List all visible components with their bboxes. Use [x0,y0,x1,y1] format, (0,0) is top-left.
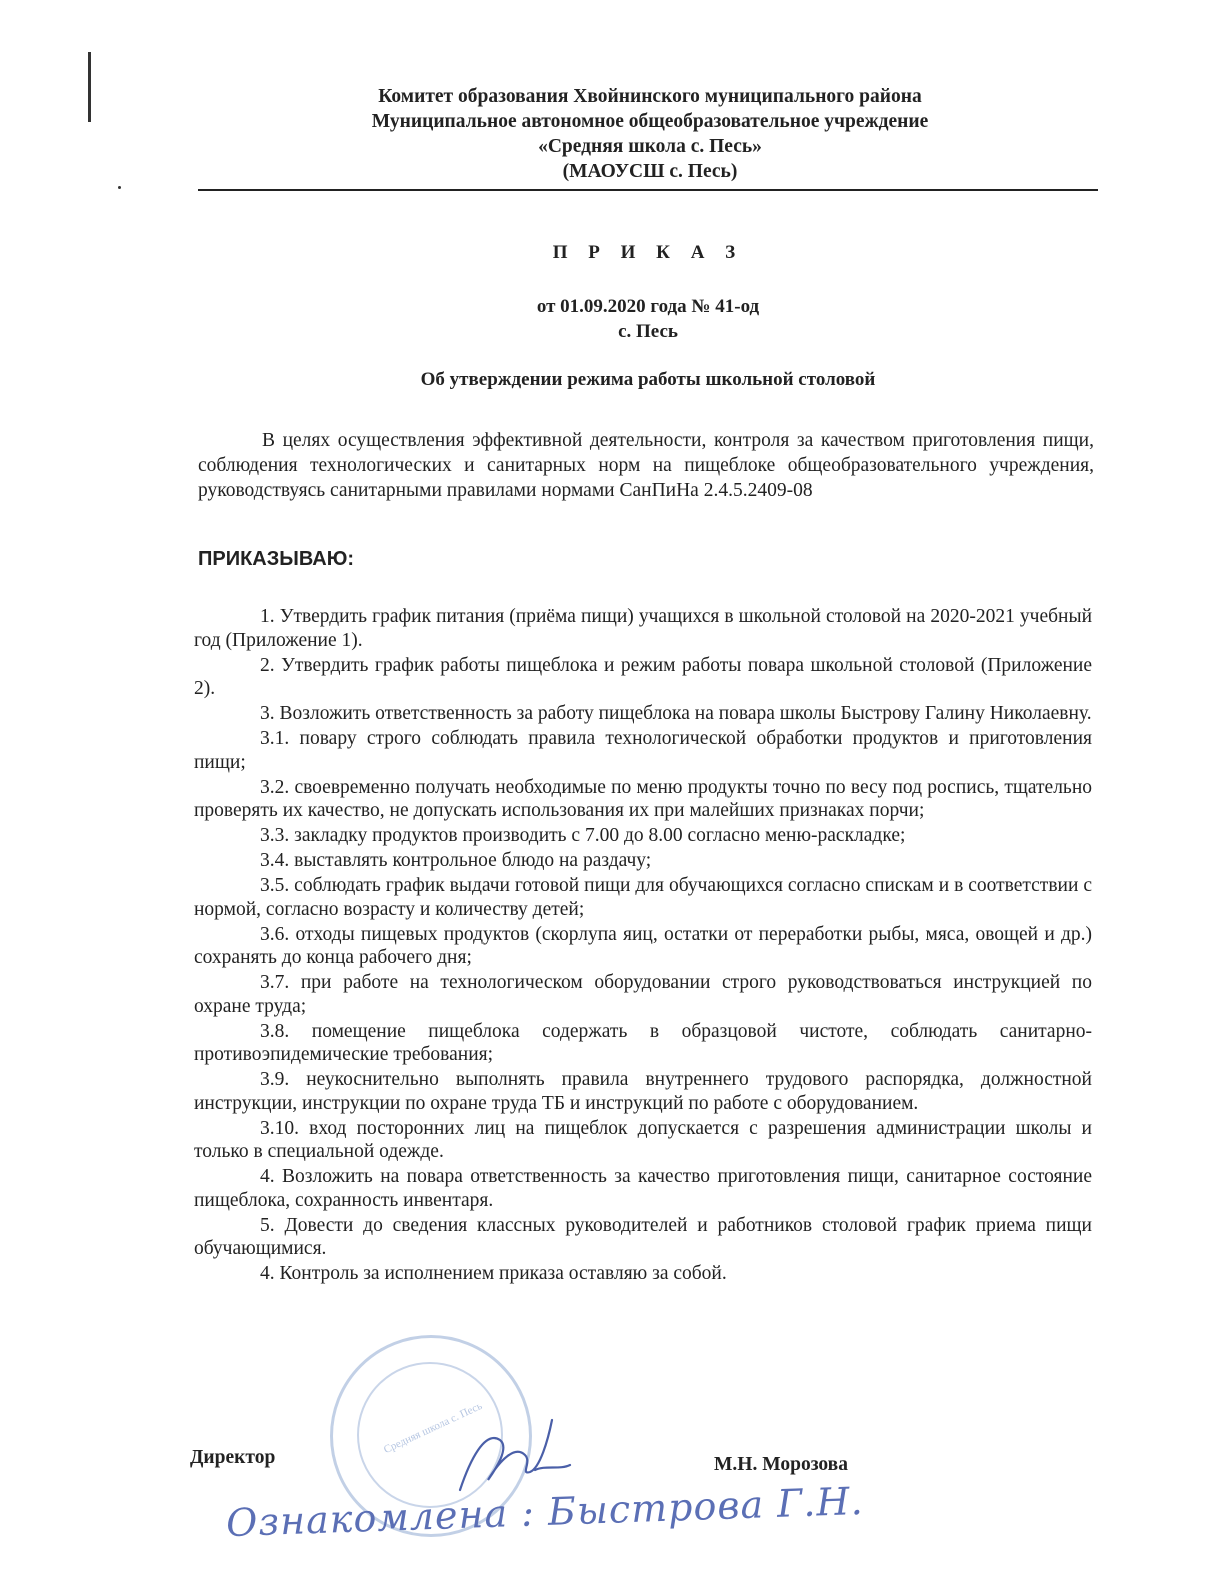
order-item: 3. Возложить ответственность за работу пищеблока на повара школы Быстрову Галину Николаевну. [260,703,1092,724]
order-item: 3.3. закладку продуктов производить с 7.00 до 8.00 согласно меню-раскладке; [260,825,906,846]
order-item: 3.8. помещение пищеблока содержать в образцовой чистоте, соблюдать санитарно-противоэпидемические требования; [194,1020,1092,1065]
order-item: 3.1. повару строго соблюдать правила технологической обработки продуктов и приготовления пищи; [194,728,1092,773]
order-subject: Об утверждении режима работы школьной столовой [420,369,876,390]
order-item: 2. Утвердить график работы пищеблока и режим работы повара школьной столовой (Приложение 2). [194,654,1092,699]
order-item: 3.4. выставлять контрольное блюдо на раздачу; [260,850,652,871]
letterhead-line: «Средняя школа с. Песь» [538,136,762,157]
letterhead [200,84,1100,184]
signatory-position: Директор [190,1447,276,1468]
scan-dot-mark [118,186,121,189]
order-item: 3.6. отходы пищевых продуктов (скорлупа яиц, остатки от переработки рыбы, мяса, овощей и др.) сохранять до конца рабочего дня; [194,923,1092,968]
order-title: П Р И К А З [552,242,744,263]
order-item: 4. Возложить на повара ответственность за качество приготовления пищи, санитарное состояние пищеблока, сохранность инвентаря. [194,1166,1092,1211]
letterhead-divider [198,189,1098,191]
preamble-paragraph: В целях осуществления эффективной деятельности, контроля за качеством приготовления пищи, соблюдения технологических и санитарных норм на пищеблоке общеобразовательного учреждения, руководствуясь санитарными правилами нормами СанПиНа 2.4.5.2409-08 [198,430,1094,501]
order-place: с. Песь [618,321,678,342]
letterhead-line: Комитет образования Хвойнинского муниципального района [378,86,922,107]
letterhead-line: (МАОУСШ с. Песь) [562,161,738,182]
directive-heading: ПРИКАЗЫВАЮ: [198,548,355,570]
order-item: 3.2. своевременно получать необходимые по меню продукты точно по весу под роспись, тщательно проверять их качество, не допускать использования их при малейших признаках порчи; [194,776,1092,821]
acknowledgement-handwriting: Ознакомлена : Быстрова Г.Н. [225,1478,865,1546]
order-item: 4. Контроль за исполнением приказа оставляю за собой. [260,1263,727,1284]
signatory-name: М.Н. Морозова [714,1454,848,1475]
order-item: 3.9. неукоснительно выполнять правила внутреннего трудового распорядка, должностной инструкции, инструкции по охране труда ТБ и инструкций по работе с оборудованием. [194,1069,1092,1114]
order-item: 3.10. вход посторонних лиц на пищеблок допускается с разрешения администрации школы и только в специальной одежде. [194,1117,1092,1162]
order-item: 3.7. при работе на технологическом оборудовании строго руководствоваться инструкцией по охране труда; [194,972,1092,1017]
order-item: 3.5. соблюдать график выдачи готовой пищи для обучающихся согласно спискам и в соответствии с нормой, согласно возрасту и количеству детей; [194,875,1092,920]
scan-edge-mark [88,52,91,122]
order-items-list [194,605,1092,1287]
stamp-text: Средняя школа с. Песь [381,1399,485,1457]
order-item: 1. Утвердить график питания (приёма пищи) учащихся в школьной столовой на 2020-2021 учебный год (Приложение 1). [194,606,1092,651]
order-date: от 01.09.2020 года № 41-од [536,296,760,317]
letterhead-line: Муниципальное автономное общеобразовательное учреждение [371,111,929,132]
order-date-block [200,294,1096,344]
order-item: 5. Довести до сведения классных руководителей и работников столовой график приема пищи обучающимися. [194,1214,1092,1259]
